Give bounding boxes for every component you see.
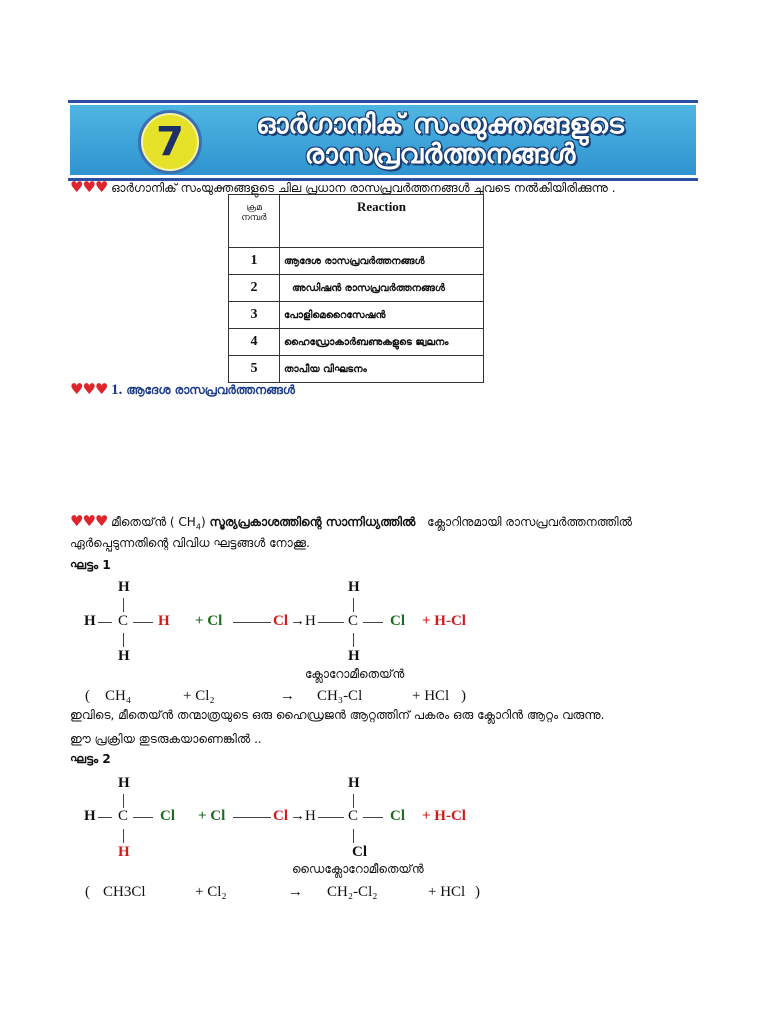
hearts-icon: ♥♥♥ bbox=[70, 512, 108, 530]
eq-close: ) bbox=[475, 884, 480, 900]
hcl-byproduct: + H-Cl bbox=[422, 808, 466, 824]
atom-cl-bottom-product: Cl bbox=[352, 844, 367, 860]
bond bbox=[318, 817, 344, 818]
step2-equation bbox=[85, 884, 485, 904]
chlorine-red: Cl bbox=[273, 808, 288, 824]
eq-close: ) bbox=[461, 688, 466, 704]
atom-cl: Cl bbox=[160, 808, 175, 824]
chapter-title bbox=[250, 110, 630, 170]
hearts-icon: ♥♥♥ bbox=[70, 380, 108, 398]
atom-c: C bbox=[118, 613, 129, 629]
step2-label: ഘട്ടം 2 bbox=[70, 752, 111, 766]
hcl-byproduct: + H-Cl bbox=[422, 613, 466, 629]
table-header-row bbox=[229, 195, 484, 248]
row-reaction: താപീയ വിഘടനം bbox=[280, 356, 484, 383]
explanation-line: ഇവിടെ, മീതെയ്ൻ തന്മാത്രയുടെ ഒരു ഹൈഡ്രജൻ ആറ്റത്തിന് പകരം ഒരു ക്ലോറിൻ ആറ്റം വരുന്നു. bbox=[70, 708, 605, 722]
atom-h-left-product: H bbox=[305, 613, 316, 629]
chapter-title-line1: ഓർഗാനിക് സംയുക്തങ്ങളുടെ bbox=[256, 109, 624, 140]
section-number: 1. bbox=[111, 382, 123, 398]
para-start: മീതെയ്ൻ ( CH bbox=[111, 515, 196, 529]
atom-h-left: H bbox=[84, 613, 96, 629]
atom-c-product: C bbox=[348, 808, 359, 824]
chlorine-plus: + Cl bbox=[198, 808, 226, 824]
eq-product2: + HCl bbox=[428, 884, 466, 900]
bond bbox=[353, 829, 354, 843]
row-reaction: ഹൈഡ്രോകാർബണുകളുടെ ജ്വലനം bbox=[280, 329, 484, 356]
bond bbox=[353, 598, 354, 612]
row-number: 1 bbox=[229, 248, 280, 275]
reaction-header: Reaction bbox=[280, 195, 484, 248]
bond bbox=[98, 622, 112, 623]
bond bbox=[233, 622, 271, 623]
hearts-icon: ♥♥♥ bbox=[70, 178, 108, 196]
eq-product1: CH₃-Cl bbox=[317, 688, 363, 704]
chapter-title-line2: രാസപ്രവർത്തനങ്ങൾ bbox=[304, 139, 576, 170]
atom-h-bottom: H bbox=[118, 648, 130, 664]
step1-equation bbox=[85, 688, 485, 708]
atom-c: C bbox=[118, 808, 129, 824]
para-bold: സൂര്യപ്രകാശത്തിന്റെ സാന്നിധ്യത്തിൽ bbox=[209, 515, 416, 529]
row-reaction: അഡിഷൻ രാസപ്രവർത്തനങ്ങൾ bbox=[280, 275, 484, 302]
atom-h-left: H bbox=[84, 808, 96, 824]
bond bbox=[233, 817, 271, 818]
row-number: 5 bbox=[229, 356, 280, 383]
bond bbox=[123, 794, 124, 808]
step1-label: ഘട്ടം 1 bbox=[70, 558, 111, 572]
chlorine-plus: + Cl bbox=[195, 613, 223, 629]
bond bbox=[98, 817, 112, 818]
row-reaction: ആദേശ രാസപ്രവർത്തനങ്ങൾ bbox=[280, 248, 484, 275]
eq-arrow: → bbox=[280, 688, 295, 704]
chlorine-red: Cl bbox=[273, 613, 288, 629]
eq-arrow: → bbox=[288, 884, 303, 900]
eq-reactant2: + Cl₂ bbox=[183, 688, 215, 704]
atom-h-bottom-product: H bbox=[348, 648, 360, 664]
bond bbox=[123, 598, 124, 612]
reaction-arrow: → bbox=[290, 613, 305, 629]
bond bbox=[353, 794, 354, 808]
row-number: 4 bbox=[229, 329, 280, 356]
reaction-arrow: → bbox=[290, 808, 305, 824]
para-subscript: 4 bbox=[195, 522, 201, 532]
eq-open: ( bbox=[85, 884, 90, 900]
methane-paragraph-line2: ഏർപ്പെടുന്നതിന്റെ വിവിധ ഘട്ടങ്ങൾ നോക്കൂ. bbox=[70, 536, 310, 550]
bond bbox=[363, 622, 383, 623]
eq-open: ( bbox=[85, 688, 90, 704]
atom-h-red-bottom: H bbox=[118, 844, 130, 860]
table-row bbox=[229, 329, 484, 356]
serial-header: ക്രമ നമ്പർ bbox=[229, 195, 280, 248]
atom-h-top: H bbox=[118, 579, 130, 595]
table-row bbox=[229, 275, 484, 302]
para-close: ) bbox=[200, 515, 206, 529]
atom-h-top-product: H bbox=[348, 579, 360, 595]
bond bbox=[123, 829, 124, 843]
reactions-table bbox=[228, 194, 484, 383]
methane-paragraph-line1 bbox=[70, 512, 632, 531]
row-number: 3 bbox=[229, 302, 280, 329]
eq-reactant2: + Cl₂ bbox=[195, 884, 227, 900]
bond bbox=[133, 622, 153, 623]
chapter-number-badge: 7 bbox=[138, 110, 202, 174]
atom-h-top: H bbox=[118, 775, 130, 791]
bond bbox=[123, 633, 124, 647]
atom-h-top-product: H bbox=[348, 775, 360, 791]
row-reaction: പോളിമെറൈസേഷൻ bbox=[280, 302, 484, 329]
eq-reactant1: CH3Cl bbox=[103, 884, 146, 900]
banner-top-rule bbox=[68, 100, 698, 103]
atom-h-red: H bbox=[158, 613, 170, 629]
product1-name: ക്ലോറോമീതെയ്ൻ bbox=[305, 667, 405, 681]
bond bbox=[363, 817, 383, 818]
table-row bbox=[229, 302, 484, 329]
atom-h-left-product: H bbox=[305, 808, 316, 824]
section-heading bbox=[70, 380, 295, 399]
bond bbox=[133, 817, 153, 818]
atom-c-product: C bbox=[348, 613, 359, 629]
section-title: ആദേശ രാസപ്രവർത്തനങ്ങൾ bbox=[126, 383, 295, 397]
row-number: 2 bbox=[229, 275, 280, 302]
product2-name: ഡൈക്ലോറോമീതെയ്ൻ bbox=[292, 862, 424, 876]
eq-reactant1: CH₄ bbox=[105, 688, 132, 704]
table-row bbox=[229, 356, 484, 383]
eq-product2: + HCl bbox=[412, 688, 450, 704]
bond bbox=[318, 622, 344, 623]
para-rest: ക്ലോറിനുമായി രാസപ്രവർത്തനത്തിൽ bbox=[427, 515, 633, 529]
table-row bbox=[229, 248, 484, 275]
atom-cl-product: Cl bbox=[390, 808, 405, 824]
continuation-line: ഈ പ്രക്രിയ തുടരുകയാണെങ്കിൽ .. bbox=[70, 732, 262, 746]
intro-text: ഓർഗാനിക് സംയുക്തങ്ങളുടെ ചില പ്രധാന രാസപ്രവർത്തനങ്ങൾ ചുവടെ നൽകിയിരിക്കുന്നു . bbox=[111, 181, 616, 195]
atom-cl-product: Cl bbox=[390, 613, 405, 629]
eq-product1: CH₂-Cl₂ bbox=[327, 884, 378, 900]
bond bbox=[353, 633, 354, 647]
